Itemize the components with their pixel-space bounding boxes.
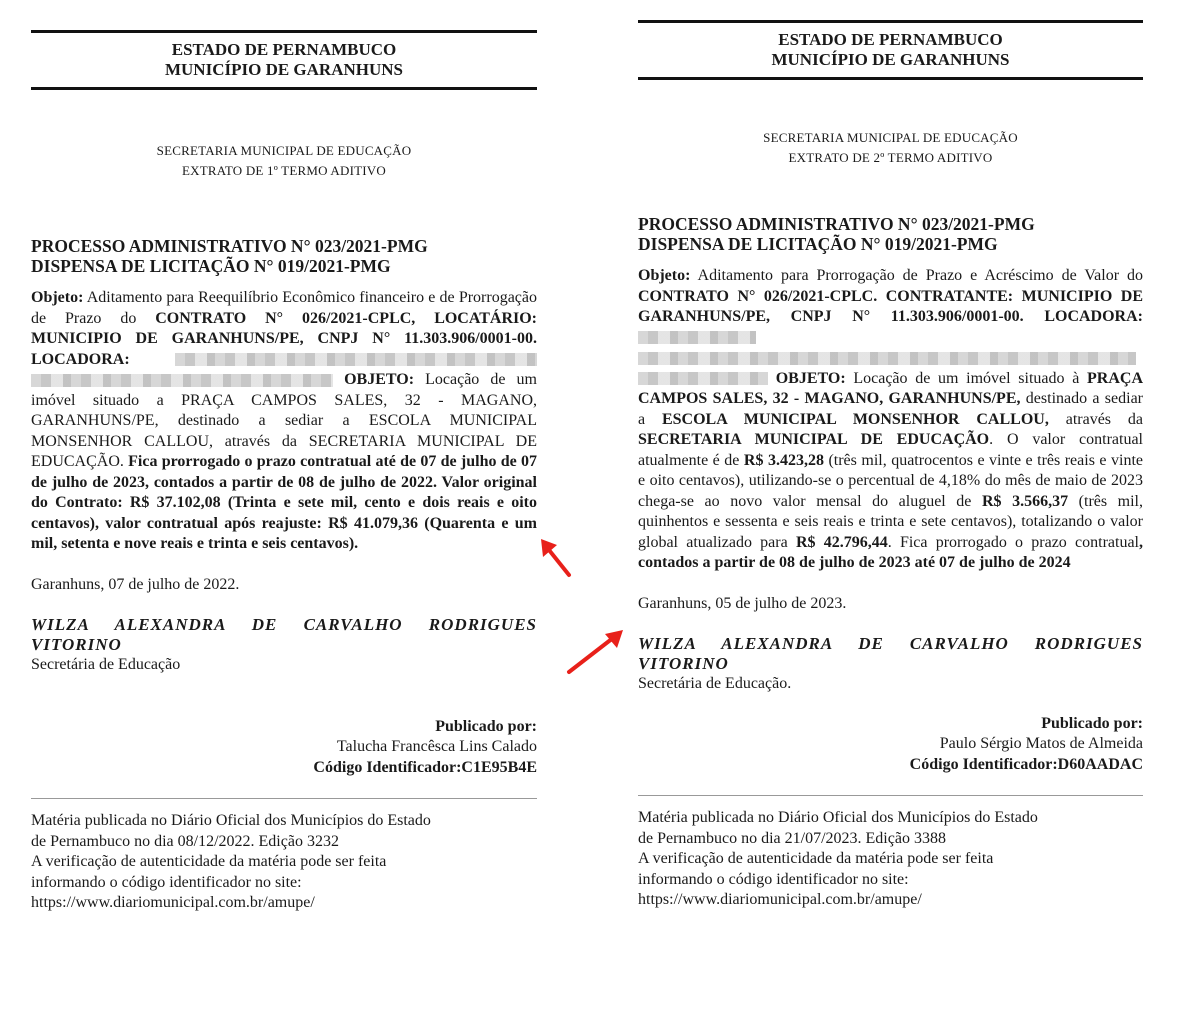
footer-line: de Pernambuco no dia 08/12/2022. Edição 3232 xyxy=(31,832,339,850)
objeto-text-2: Locação de um imóvel situado à xyxy=(845,369,1088,387)
process-heading xyxy=(638,214,1143,254)
footer-line: informando o código identificador no site: xyxy=(31,873,302,891)
right-document xyxy=(638,20,1143,911)
published-by-label: Publicado por: xyxy=(435,717,537,735)
contract-details: CONTRATO N° 026/2021-CPLC. CONTRATANTE: MUNICIPIO DE GARANHUNS/PE, CNPJ N° 11.303.906/0001-00. LOCADORA: xyxy=(638,287,1143,325)
footer-line: Matéria publicada no Diário Oficial dos Municípios do Estado xyxy=(31,812,431,829)
footer-line: Matéria publicada no Diário Oficial dos Municípios do Estado xyxy=(638,809,1038,826)
footer-line: A verificação de autenticidade da matéria pode ser feita xyxy=(31,853,387,870)
school-name: ESCOLA MUNICIPAL MONSENHOR CALLOU, xyxy=(661,410,1049,428)
publisher-block xyxy=(638,714,1143,776)
footer-line: A verificação de autenticidade da matéria pode ser feita xyxy=(638,850,994,867)
dispensa-number: DISPENSA DE LICITAÇÃO N° 019/2021-PMG xyxy=(638,234,998,254)
body-text: destinado a sediar a xyxy=(638,390,1144,428)
secretariat-heading xyxy=(31,141,537,181)
body-text: (três mil, quinhentos e sessenta e seis reais e trinta e sete centavos), totalizando o valor global atualizado para xyxy=(638,492,1144,551)
objeto-text-2: Locação de um imóvel situado a PRAÇA CAMPOS SALES, 32 - MAGANO, GARANHUNS/PE, destinado a sediar a ESCOLA MUNICIPAL MONSENHOR CALLOU, através da SECRETARIA MUNICIPAL DE EDUCAÇÃO. xyxy=(31,371,537,470)
signer-name: WILZA ALEXANDRA DE CARVALHO RODRIGUES VITORINO xyxy=(31,614,537,654)
secretariat-name: SECRETARIA MUNICIPAL DE EDUCAÇÃO xyxy=(156,143,412,158)
published-by-label: Publicado por: xyxy=(1041,714,1143,732)
objeto-text: Aditamento para Prorrogação de Prazo e Acréscimo de Valor do xyxy=(690,267,1143,284)
extract-title: EXTRATO DE 1º TERMO ADITIVO xyxy=(182,163,386,178)
body-text: . O valor contratual atualmente é de xyxy=(638,431,1143,469)
footer-note xyxy=(638,808,1143,911)
footer-note xyxy=(31,811,537,914)
objeto-text: Aditamento para Reequilíbrio Econômico financeiro e de Prorrogação de Prazo do xyxy=(31,289,537,327)
redacted-block xyxy=(175,353,537,366)
objeto-label: Objeto: xyxy=(638,267,691,284)
dispensa-number: DISPENSA DE LICITAÇÃO N° 019/2021-PMG xyxy=(31,256,391,276)
new-value: R$ 3.566,37 xyxy=(981,492,1069,510)
body-text: através da xyxy=(1048,410,1143,428)
identifier-code: Código Identificador:C1E95B4E xyxy=(313,758,537,776)
redacted-block xyxy=(638,372,768,385)
signing-date: Garanhuns, 05 de julho de 2023. xyxy=(638,594,847,612)
process-number: PROCESSO ADMINISTRATIVO N° 023/2021-PMG xyxy=(638,214,1035,234)
body-text: (três mil, quatrocentos e vinte e três reais e vinte e oito centavos), utilizando-se o percentual de 4,18% do mês de maio de 2023 chega-se ao novo valor mensal do aluguel de xyxy=(638,451,1144,510)
footer-line: informando o código identificador no site: xyxy=(638,870,909,888)
secretariat-bold: SECRETARIA MUNICIPAL DE EDUCAÇÃO xyxy=(638,431,990,448)
global-value: R$ 42.796,44 xyxy=(795,533,888,551)
process-heading xyxy=(31,236,537,276)
municipality-name: MUNICÍPIO DE GARANHUNS xyxy=(771,50,1010,69)
signer-role: Secretária de Educação xyxy=(31,655,181,673)
publisher-block xyxy=(31,717,537,779)
prorrogation-text: Fica prorrogado o prazo contratual até de 07 de julho de 07 de julho de 2023, contados a partir de 08 de julho de 2022. Valor original do Contrato: R$ 37.102,08 (Trinta e sete mil, cento e dois reais e oito centavos), valor contratual após reajuste: R$ 41.079,36 (Quarenta e um mil, setenta e nove reais e trinta e seis centavos). xyxy=(31,453,537,552)
document-header xyxy=(638,23,1143,77)
arrow-icon-lower xyxy=(565,628,627,678)
process-number: PROCESSO ADMINISTRATIVO N° 023/2021-PMG xyxy=(31,236,428,256)
redacted-block xyxy=(638,352,1136,365)
extract-title: EXTRATO DE 2º TERMO ADITIVO xyxy=(788,150,993,165)
left-document xyxy=(31,30,537,914)
state-name: ESTADO DE PERNAMBUCO xyxy=(171,40,397,59)
publisher-name: Paulo Sérgio Matos de Almeida xyxy=(939,735,1143,752)
footer-line: de Pernambuco no dia 21/07/2023. Edição 3388 xyxy=(638,829,946,847)
signer-role: Secretária de Educação. xyxy=(638,674,792,692)
arrow-icon-upper xyxy=(535,535,575,580)
objeto-label-2: OBJETO: xyxy=(775,369,846,387)
current-value: R$ 3.423,28 xyxy=(743,451,824,469)
footer-url-link[interactable]: https://www.diariomunicipal.com.br/amupe/ xyxy=(31,894,315,911)
identifier-code: Código Identificador:D60AADAC xyxy=(909,755,1143,773)
contract-body xyxy=(31,288,537,555)
body-text: . Fica prorrogado o prazo contratual xyxy=(887,533,1139,551)
redacted-block xyxy=(31,374,333,387)
address-text: PRAÇA CAMPOS SALES, 32 - MAGANO, GARANHUNS/PE, xyxy=(638,369,1144,407)
footer-url-link[interactable]: https://www.diariomunicipal.com.br/amupe/ xyxy=(638,891,922,908)
term-period: , contados a partir de 08 de julho de 2023 até 07 de julho de 2024 xyxy=(638,533,1143,571)
document-header xyxy=(31,33,537,87)
contract-body xyxy=(638,266,1143,574)
contract-details: CONTRATO N° 026/2021-CPLC, LOCATÁRIO: MUNICIPIO DE GARANHUNS/PE, CNPJ N° 11.303.906/0001-00. LOCADORA: xyxy=(31,309,538,368)
signing-date: Garanhuns, 07 de julho de 2022. xyxy=(31,575,240,593)
redacted-block xyxy=(638,331,756,344)
municipality-name: MUNICÍPIO DE GARANHUNS xyxy=(164,60,403,79)
objeto-label: Objeto: xyxy=(31,289,84,306)
signer-name: WILZA ALEXANDRA DE CARVALHO RODRIGUES VITORINO xyxy=(638,633,1143,673)
secretariat-name: SECRETARIA MUNICIPAL DE EDUCAÇÃO xyxy=(763,130,1018,145)
secretariat-heading xyxy=(638,128,1143,168)
publisher-name: Talucha Francêsca Lins Calado xyxy=(336,738,537,755)
objeto-label-2: OBJETO: xyxy=(344,371,415,388)
state-name: ESTADO DE PERNAMBUCO xyxy=(778,30,1003,49)
